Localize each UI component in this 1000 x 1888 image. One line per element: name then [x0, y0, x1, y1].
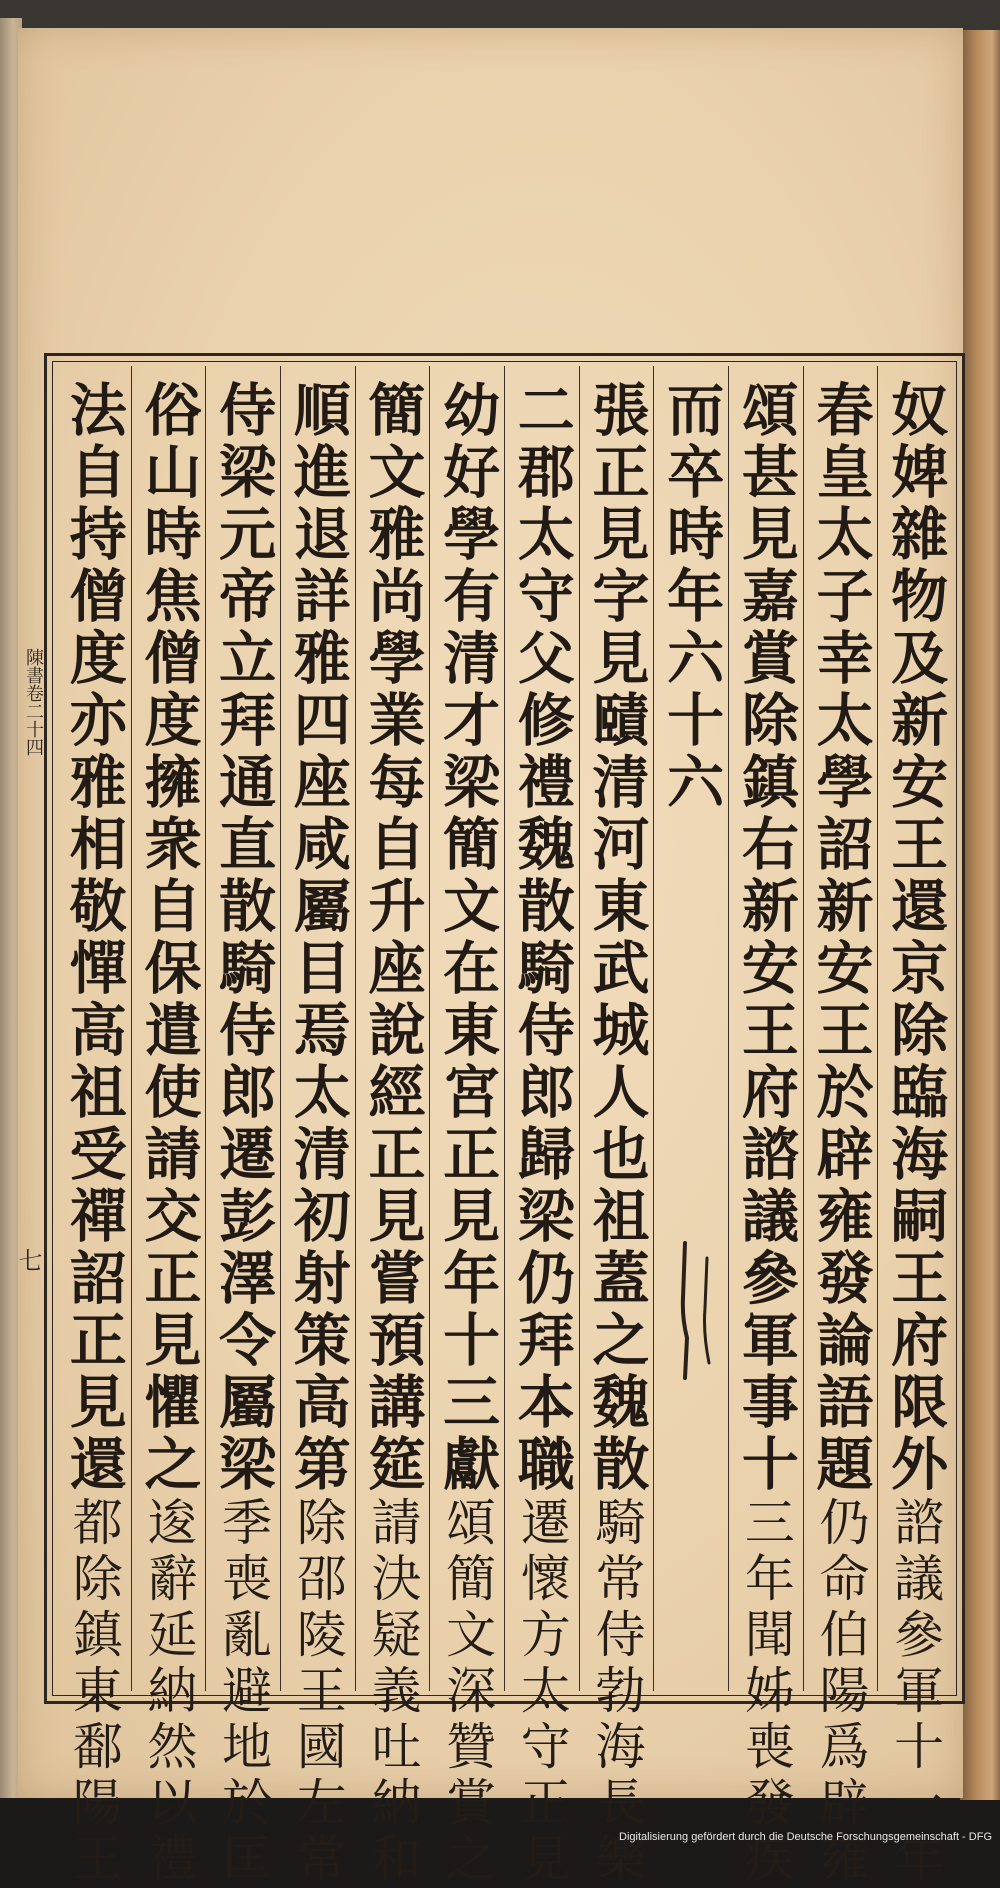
- column-continuation-text: 除邵陵王國左常: [288, 1496, 347, 1888]
- text-column: [504, 366, 579, 1888]
- margin-chapter-title: 陳書卷二十四: [23, 648, 44, 756]
- column-main-text: 法自持僧度亦雅相敬憚高祖受禪詔正見還: [60, 380, 128, 1496]
- column-continuation-text: 逡辭延納然以禮: [139, 1496, 198, 1888]
- text-column: [205, 366, 280, 1888]
- column-main-text: 順進退詳雅四座咸屬目焉太清初射策高第: [284, 380, 352, 1496]
- page-number: 七: [14, 1248, 42, 1272]
- column-main-text: 俗山時焦僧度擁衆自保遣使請交正見懼之: [134, 380, 202, 1496]
- column-continuation-text: 請決疑義吐納和: [363, 1496, 422, 1888]
- column-continuation-text: 仍命伯陽爲辟雍: [811, 1496, 870, 1888]
- column-continuation-text: 季喪亂避地於匡: [214, 1496, 273, 1888]
- top-dark-strip: [0, 0, 1000, 30]
- text-column: [877, 366, 952, 1888]
- column-continuation-text: 都除鎮東鄱陽王: [64, 1496, 123, 1888]
- column-main-text: 張正見字見賾清河東武城人也祖蓋之魏散: [582, 380, 650, 1496]
- column-main-text: 侍梁元帝立拜通直散騎侍郎遷彭澤令屬梁: [209, 380, 277, 1496]
- column-main-text: 簡文雅尚學業每自升座說經正見嘗預講筵: [358, 380, 426, 1496]
- column-continuation-text: 遷懷方太守正見: [512, 1496, 571, 1888]
- text-column: [57, 366, 131, 1888]
- column-continuation-text: 騎常侍勃海長樂: [587, 1496, 646, 1888]
- text-column: [131, 366, 206, 1888]
- text-column: [280, 366, 355, 1888]
- text-column: [579, 366, 654, 1888]
- column-continuation-text: 三年聞姊喪發疾: [736, 1496, 795, 1888]
- column-main-text: 幼好學有清才梁簡文在東宮正見年十三獻: [433, 380, 501, 1496]
- text-column: [355, 366, 430, 1888]
- column-main-text: 二郡太守父修禮魏散騎侍郎歸梁仍拜本職: [508, 380, 576, 1496]
- column-continuation-text: 頌簡文深贊賞之: [438, 1496, 497, 1888]
- column-main-text: 而卒時年六十六: [657, 380, 725, 814]
- text-column: [728, 366, 803, 1888]
- text-column: [429, 366, 504, 1888]
- text-column: [803, 366, 878, 1888]
- digitization-credit: Digitalisierung gefördert durch die Deutsche Forschungsgemeinschaft - DFG: [619, 1831, 992, 1843]
- text-column: [653, 366, 728, 1691]
- column-continuation-text: 諮議參軍十一年: [886, 1496, 945, 1888]
- column-main-text: 春皇太子幸太學詔新安王於辟雍發論語題: [806, 380, 874, 1496]
- column-main-text: 頌甚見嘉賞除鎮右新安王府諮議參軍事十: [732, 380, 800, 1496]
- column-main-text: 奴婢雜物及新安王還京除臨海嗣王府限外: [881, 380, 949, 1496]
- book-right-edge: [960, 30, 1000, 1800]
- ink-stroke-marks: [673, 1238, 723, 1388]
